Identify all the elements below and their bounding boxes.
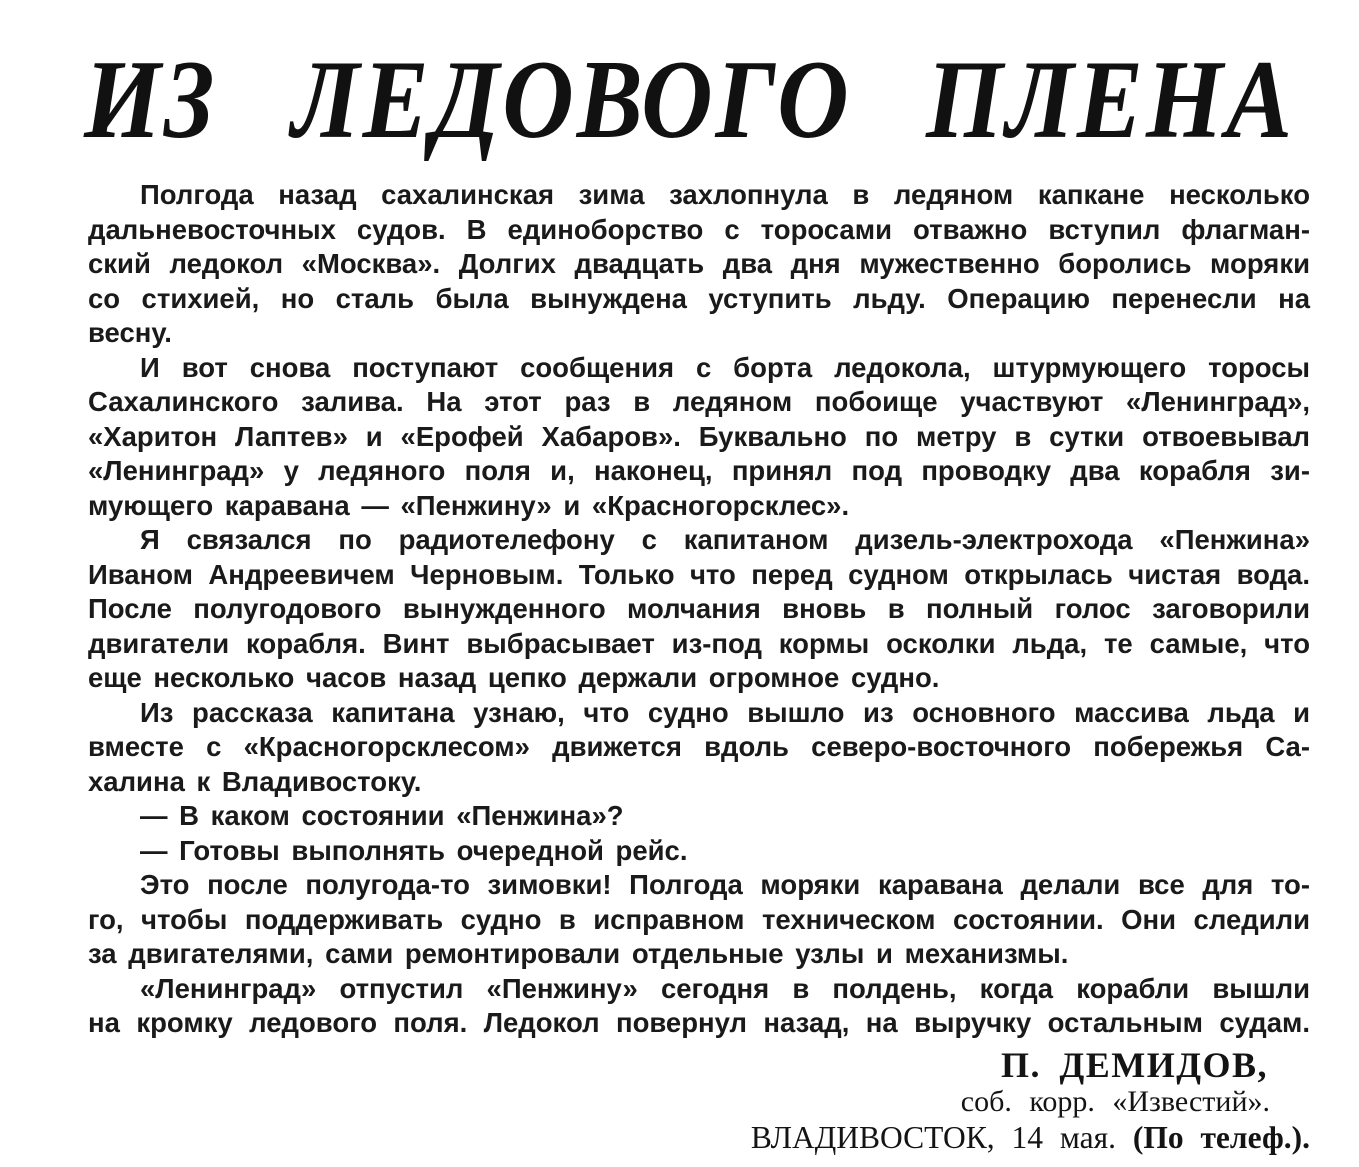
article-line: Из рассказа капитана узнаю, что судно вышло из основного массива льда и — [140, 696, 1310, 728]
article-line: Сахалинского залива. На этот раз в ледяном побоище участвуют «Ленинград», — [88, 386, 1310, 417]
article-line: Иваном Андреевичем Черновым. Только что перед судном открылась чистая вода. — [88, 558, 1310, 590]
byline-role: соб. корр. «Известий». — [960, 1084, 1270, 1118]
article-line: «Харитон Лаптев» и «Ерофей Хабаров». Буквально по метру в сутки отвоевывал — [88, 420, 1310, 452]
article-line: ский ледокол «Москва». Долгих двадцать два дня мужественно боролись моряки — [88, 248, 1310, 279]
article-line: И вот снова поступают сообщения с борта ледокола, штурмующего торосы — [140, 351, 1310, 383]
title-word: ИЗ — [84, 38, 218, 162]
article-body — [88, 178, 1310, 1041]
title-word: ПЛЕНА — [926, 38, 1295, 162]
article-line: весну. — [88, 317, 172, 348]
article-line: двигатели корабля. Винт выбрасывает из-под кормы осколки льда, те самые, что — [88, 627, 1310, 659]
dateline — [88, 1119, 1310, 1156]
byline-block — [88, 1046, 1310, 1156]
title-word: ЛЕДОВОГО — [291, 38, 852, 162]
article-line: еще несколько часов назад цепко держали огромное судно. — [88, 662, 940, 693]
article-line: Полгода назад сахалинская зима захлопнула в ледяном капкане несколько — [140, 179, 1310, 210]
dateline-by-phone-note: (По телеф.). — [1132, 1119, 1310, 1155]
dateline-city-date: ВЛАДИВОСТОК, 14 мая. — [750, 1119, 1133, 1155]
article-line: за двигателями, сами ремонтировали отдельные узлы и механизмы. — [88, 938, 1069, 969]
article-line: дальневосточных судов. В единоборство с торосами отважно вступил флагман- — [88, 213, 1310, 245]
article-line: Это после полугода-то зимовки! Полгода моряки каравана делали все для то- — [140, 869, 1310, 900]
article-line: со стихией, но сталь была вынуждена уступить льду. Операцию перенесли на — [88, 282, 1310, 314]
article-line: Я связался по радиотелефону с капитаном дизель-электрохода «Пенжина» — [140, 524, 1310, 555]
article-dialog-line: — В каком состоянии «Пенжина»? — [140, 800, 624, 831]
article-line: на кромку ледового поля. Ледокол повернул назад, на выручку остальным судам. — [88, 1007, 1310, 1038]
article-line: вместе с «Красногорсклесом» движется вдоль северо-восточного побережья Са- — [88, 731, 1310, 762]
article-dialog-line: — Готовы выполнять очередной рейс. — [140, 834, 688, 866]
article-line: После полугодового вынужденного молчания вновь в полный голос заговорили — [88, 593, 1310, 624]
byline-author: П. ДЕМИДОВ, — [1000, 1044, 1268, 1085]
article-title — [84, 38, 1295, 162]
article-line: «Ленинград» отпустил «Пенжину» сегодня в полдень, когда корабли вышли — [140, 972, 1310, 1004]
article-line: «Ленинград» у ледяного поля и, наконец, принял под проводку два корабля зи- — [88, 455, 1310, 486]
article-line: мующего каравана — «Пенжину» и «Красногорсклес». — [88, 489, 850, 521]
article-line: халина к Владивостоку. — [88, 765, 422, 797]
article-line: го, чтобы поддерживать судно в исправном техническом состоянии. Они следили — [88, 903, 1310, 935]
